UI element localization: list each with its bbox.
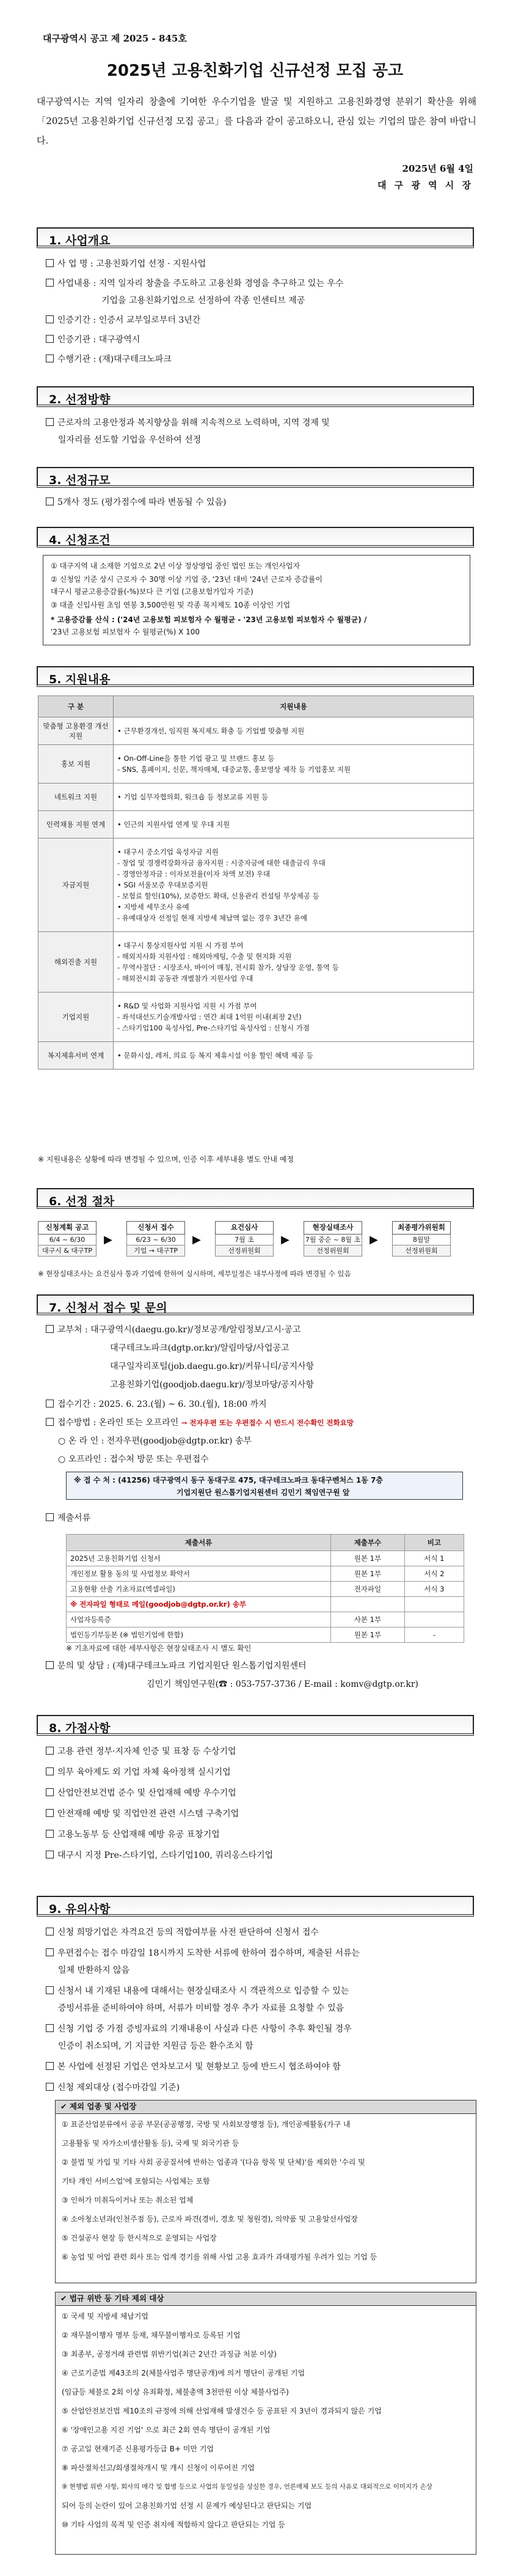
support-table — [38, 695, 474, 1070]
checkbox-square-icon — [46, 2083, 54, 2091]
s7-offline: ○ 오프라인 : 접수처 방문 또는 우편접수 — [58, 1455, 209, 1464]
bonus-item — [46, 1805, 239, 1822]
step-owner: 기업 → 대구TP — [126, 1246, 185, 1257]
section-1-title: 1. 사업개요 — [49, 234, 111, 248]
caution-item-text: 신청 제외대상 (접수마감일 기준) — [57, 2083, 180, 2093]
contact-text: 문의 및 상담 : (재)대구테크노파크 기업지원단 원스톱기업지원센터 — [57, 1661, 307, 1671]
step-owner: 대구시 & 대구TP — [38, 1246, 97, 1257]
process-step — [215, 1221, 274, 1257]
s1-item-text: 인증기관 : 대구광역시 — [57, 335, 140, 345]
checkbox-square-icon — [46, 2024, 54, 2032]
checkbox-square-icon — [46, 1986, 54, 1994]
doc-cell: 원본 1부 — [331, 1566, 405, 1582]
checkbox-square-icon — [46, 1661, 54, 1669]
caution-item — [46, 1945, 360, 1962]
exclusion-line: ⑥ '장애인고용 지진 기업' 으로 최근 2회 연속 명단이 공개된 기업 — [62, 2426, 271, 2434]
caution-item-text: 신청 기업 중 가점 증빙자료의 기재내용이 사실과 다른 사항이 추후 확인될 경우 — [57, 2024, 352, 2034]
table-row — [38, 932, 474, 993]
arrow-right-icon: ▶ — [281, 1233, 290, 1246]
bonus-item-text: 의무 육아제도 외 기업 자체 육아정책 실시기업 — [57, 1767, 231, 1777]
section-8-header — [37, 1715, 474, 1736]
category-cell: 복지제휴서비 연계 — [38, 1042, 114, 1070]
content-cell — [114, 932, 474, 993]
s1-item-text: 인증기간 : 인증서 교부일로부터 3년간 — [57, 315, 201, 325]
content-line: - 좌석대선도기술개발사업 : 연간 최대 1억원 이내(최장 2년) — [117, 1013, 302, 1021]
step-date: 6/4 ~ 6/30 — [38, 1235, 97, 1246]
content-line: - 스타기업100 육성사업, Pre-스타기업 육성사업 : 신청시 가점 — [117, 1024, 310, 1032]
step-title: 최종평가위원회 — [392, 1221, 451, 1235]
caution-item — [46, 2079, 180, 2096]
category-cell: 해외진출 지원 — [38, 932, 114, 993]
column-header: 지원내용 — [114, 696, 474, 717]
arrow-right-icon: ▶ — [192, 1233, 201, 1246]
table-row — [38, 1042, 474, 1070]
checkbox-square-icon — [46, 354, 54, 362]
step-title: 신청계획 공고 — [38, 1221, 97, 1235]
table-header-row — [38, 696, 474, 717]
checkbox-square-icon — [46, 1513, 54, 1521]
content-line: - SNS, 홈페이지, 신문, 책자매체, 대중교통, 홍보영상 제작 등 기업홍보 지원 — [117, 765, 351, 774]
bonus-item — [46, 1743, 236, 1760]
s7-item — [46, 1396, 267, 1413]
checkbox-square-icon — [46, 259, 54, 267]
bonus-item — [46, 1826, 220, 1843]
exclusion-line: ③ 인허가 미취득이거나 또는 취소된 업체 — [62, 2196, 194, 2204]
bonus-item-text: 대구시 지정 Pre-스타기업, 스타기업100, 쿼리옹스타기업 — [57, 1851, 274, 1860]
content-line: • 대구시 중소기업 육성자금 지원 — [117, 848, 219, 856]
column-header: 구 분 — [38, 696, 114, 717]
checkbox-square-icon — [46, 418, 54, 426]
content-line: • 문화시설, 레저, 의료 등 복지 제휴시설 이용 할인 혜택 제공 등 — [117, 1051, 313, 1060]
s2-item — [46, 414, 330, 431]
doc-cell — [331, 1597, 405, 1612]
notice-number: 대구광역시 공고 제 2025 - 845호 — [43, 33, 187, 44]
column-header: 제출서류 — [67, 1535, 331, 1551]
column-header: 비고 — [404, 1535, 464, 1551]
s3-item — [46, 494, 226, 511]
exclusion-line: ⑧ 파산절차선고/회생절차개시 및 개시 신청이 이루어진 기업 — [62, 2464, 255, 2472]
bonus-item-text: 안전재해 예방 및 직업안전 관련 시스템 구축기업 — [57, 1809, 239, 1819]
step-date: 7월 중순 ~ 8월 초 — [304, 1235, 362, 1246]
section-6-title: 6. 선정 절차 — [49, 1195, 115, 1208]
exclusion-line: 되어 등의 논란이 있어 고용친화기업 선정 시 문제가 예상된다고 판단되는 기업 — [62, 2501, 312, 2510]
exclusion-line: ⑩ 기타 사업의 목적 및 인증 취지에 적합하지 않다고 판단되는 기업 등 — [62, 2520, 285, 2529]
docs-note: ※ 기초자료에 대한 세부사항은 현장실태조사 시 별도 확인 — [66, 1644, 252, 1653]
table-header-row — [67, 1535, 464, 1551]
bonus-item-text: 산업안전보건법 준수 및 산업재해 예방 우수기업 — [57, 1788, 236, 1798]
step-owner: 선정위원회 — [304, 1246, 362, 1257]
contact-person: 김민기 책임연구원(☎ : 053-757-3736 / E-mail : komv@dgtp.or.kr) — [147, 1679, 419, 1689]
table-row — [38, 811, 474, 838]
content-cell — [114, 1042, 474, 1070]
exclusion-line: ⑥ 농업 및 어업 관련 회사 또는 업계 경기를 위해 사업 고용 효과가 과대평가될 우려가 있는 기업 등 — [62, 2253, 377, 2261]
section-2-header — [37, 386, 474, 407]
s1-item — [46, 331, 140, 348]
section-3-header — [37, 467, 474, 488]
section-3-title: 3. 선정규모 — [49, 474, 111, 487]
process-flow — [38, 1221, 474, 1258]
doc-cell — [404, 1612, 464, 1627]
s1-item — [46, 351, 172, 368]
s7-item — [46, 1414, 354, 1431]
checkbox-square-icon — [46, 279, 54, 287]
section-7-title: 7. 신청서 접수 및 문의 — [49, 1301, 167, 1315]
s7-item-text: 교부처 : 대구광역시(daegu.go.kr)/정보공개/알림정보/고시·공고 — [57, 1325, 301, 1335]
exclusion-line: (임금등 체불로 2회 이상 유죄확정, 체불총액 3천만원 이상 체불사업주) — [62, 2388, 289, 2396]
s1-item-continued: 기업을 고용친화기업으로 선정하여 각종 인센티브 제공 — [101, 296, 305, 306]
exclusion-line: ② 불법 및 가입 및 기타 사회 공공질서에 반하는 업종과 '(다음 항목 및 단체)'를 제외한 '수리 및 — [62, 2158, 365, 2167]
content-line: • 인근의 지원사업 연계 및 우대 지원 — [117, 820, 230, 829]
bonus-item — [46, 1785, 236, 1802]
caution-item — [46, 2020, 352, 2038]
intro-paragraph: 대구광역시는 지역 일자리 창출에 기여한 우수기업을 발굴 및 지원하고 고용친화경영 분위기 확산을 위해 「2025년 고용친화기업 신규선정 모집 공고」를 다음과 같이 공고하오니, 관심 있는 기업의 많은 참여 바랍니다. — [37, 96, 476, 146]
s7-item-continued: 대구테크노파크(dgtp.or.kr)/알림마당/사업공고 — [110, 1343, 290, 1353]
checkbox-square-icon — [46, 1851, 54, 1859]
s7-item-text: 접수방법 : 온라인 또는 오프라인 — [57, 1418, 179, 1428]
section-1-header — [37, 227, 474, 248]
doc-cell: 고용현황 산출 기초자료(엑셀파일) — [67, 1582, 331, 1597]
category-cell: 자금지원 — [38, 838, 114, 932]
checkbox-square-icon — [46, 1747, 54, 1755]
table-row — [67, 1551, 464, 1566]
content-cell — [114, 838, 474, 932]
content-line: • 지방세 세무조사 유예 — [117, 903, 189, 911]
table-row — [67, 1612, 464, 1627]
exclusion-line: ⑨ 현행법 위반 사항, 회사의 매각 및 합병 등으로 사업의 동일성을 상실한 경우, 언론매체 보도 등의 사유로 대외적으로 이미지가 손상 — [62, 2483, 432, 2490]
checkbox-square-icon — [46, 1809, 54, 1817]
category-cell: 맞춤형 고용환경 개선지원 — [38, 717, 114, 745]
exclusion-line: ⑤ 건설공사 현장 등 한시적으로 운영되는 사업장 — [62, 2234, 217, 2242]
exclusion-line: 기타 개인 서비스업'에 포함되는 사업체는 포함 — [62, 2177, 210, 2185]
caution-item-text: 신청서 내 기재된 내용에 대해서는 현장실태조사 시 객관적으로 입증할 수 있는 — [57, 1986, 349, 1996]
content-line: - 해외지사화 지원사업 : 해외마케팅, 수출 및 현지화 지원 — [117, 952, 292, 961]
bonus-item-text: 고용 관련 정부·지자체 인증 및 표창 등 수상기업 — [57, 1747, 236, 1756]
excluded-violations-box — [55, 2292, 476, 2555]
caution-item-text: 우편접수는 접수 마감일 18시까지 도착한 서류에 한하여 접수하며, 제출된 서류는 — [57, 1948, 360, 1958]
content-line: - 창업 및 경쟁력강화자금 융자지원 : 시중자금에 대한 대출금리 우대 — [117, 859, 326, 867]
column-header: 제출부수 — [331, 1535, 405, 1551]
eligibility-line: 대구시 평균고용증감률(-%)보다 큰 기업 (고용보험가입자 기준) — [51, 587, 253, 596]
table-row — [38, 838, 474, 932]
section-4-header — [37, 527, 474, 548]
doc-cell: 서식 2 — [404, 1566, 464, 1582]
s7-item — [46, 1321, 301, 1338]
exclusion-line: ⑤ 산업안전보건법 제10조의 규정에 의해 산업재해 발생건수 등 공표된 지 3년이 경과되지 않은 기업 — [62, 2407, 382, 2415]
eligibility-line: ① 대구지역 내 소재한 기업으로 2년 이상 정상영업 중인 법인 또는 개인사업자 — [51, 562, 301, 570]
doc-cell: 원본 1부 — [331, 1551, 405, 1566]
content-cell — [114, 745, 474, 783]
doc-cell: ※ 전자파일 형태로 메일(goodjob@dgtp.or.kr) 송부 — [67, 1597, 331, 1612]
process-step — [126, 1221, 185, 1257]
doc-cell: 전자파일 — [331, 1582, 405, 1597]
doc-cell: 사업자등록증 — [67, 1612, 331, 1627]
contact — [46, 1657, 307, 1675]
s7-item-continued: 고용친화기업(goodjob.daegu.kr)/정보마당/공지사항 — [110, 1380, 314, 1390]
checkbox-square-icon — [46, 2062, 54, 2070]
content-line: • 기업 실무자협의회, 워크숍 등 정보교류 지원 등 — [117, 793, 269, 801]
caution-item — [46, 2058, 341, 2075]
section-2-title: 2. 선정방향 — [49, 393, 111, 406]
page-title: 2025년 고용친화기업 신규선정 모집 공고 — [106, 62, 404, 80]
section-5-title: 5. 지원내용 — [49, 673, 111, 686]
caution-item — [46, 1983, 349, 2000]
content-line: • On-Off-Line을 통한 기업 광고 및 브랜드 홍보 등 — [117, 754, 275, 763]
checkbox-square-icon — [46, 497, 54, 505]
s7-warning: → 전자우편 또는 우편접수 시 반드시 전수확인 전화요망 — [181, 1418, 354, 1427]
process-step — [38, 1221, 97, 1257]
eligibility-line: ③ 대졸 신입사원 초임 연봉 3,500만원 및 각종 복지제도 10종 이상인 기업 — [51, 601, 291, 609]
content-line: - 해외전시회 공동관 개별참가 지원사업 우대 — [117, 974, 253, 983]
checkbox-square-icon — [46, 1418, 54, 1426]
doc-cell: 개인정보 활용 동의 및 사업정보 확약서 — [67, 1566, 331, 1582]
exclusion-line: ③ 최종부, 공정거래 관련법 위반기업(최근 2년간 과징금 처분 이상) — [62, 2350, 277, 2358]
doc-cell — [404, 1597, 464, 1612]
arrow-right-icon: ▶ — [104, 1233, 112, 1246]
caution-item — [46, 1924, 319, 1941]
doc-cell: 법인등기부등본 (※ 법인기업에 한함) — [67, 1627, 331, 1643]
step-owner: 선정위원회 — [215, 1246, 274, 1257]
docs-label-text: 제출서류 — [57, 1513, 91, 1523]
s2-item-text: 근로자의 고용안정과 복지향상을 위해 지속적으로 노력하며, 지역 경제 및 — [57, 418, 330, 428]
caution-item-continued: 증빙서류를 준비하여야 하며, 서류가 미비할 경우 추가 자료를 요청할 수 있음 — [58, 2003, 344, 2013]
category-cell: 홍보 지원 — [38, 745, 114, 783]
content-line: - 경영안정자금 : 이자보전율(이자 차액 보전) 우대 — [117, 870, 270, 878]
table-row — [38, 993, 474, 1042]
address-line: 기업지원단 원스톱기업지원센터 김민기 책임연구원 앞 — [177, 1488, 350, 1497]
section-6-header — [37, 1188, 474, 1209]
notice-date: 2025년 6월 4일 — [402, 163, 473, 174]
docs-table — [66, 1534, 464, 1643]
content-cell — [114, 811, 474, 838]
arrow-right-icon: ▶ — [370, 1233, 378, 1246]
category-cell: 네트워크 지원 — [38, 783, 114, 811]
checkbox-square-icon — [46, 1788, 54, 1796]
section-9-header — [37, 1896, 474, 1917]
step-date: 8월말 — [392, 1235, 451, 1246]
address-box — [66, 1472, 463, 1500]
s1-item-text: 사업내용 : 지역 일자리 창출을 주도하고 고용친화 경영을 추구하고 있는 우수 — [57, 279, 344, 288]
content-cell — [114, 993, 474, 1042]
bonus-item-text: 고용노동부 등 산업재해 예방 유공 표창기업 — [57, 1830, 220, 1840]
content-line: • 대구시 통상지원사업 지원 시 가점 부여 — [117, 941, 244, 950]
address-line: ※ 접 수 처 : (41256) 대구광역시 동구 동대구로 475, 대구테크노파크 동대구벤처스 1동 7층 — [74, 1476, 383, 1484]
excluded-violations-title: ✔ 법규 위반 등 기타 제외 대상 — [56, 2292, 476, 2306]
content-line: - 유예대상자 선정일 현재 지방세 체납액 없는 경우 3년간 유예 — [117, 914, 307, 922]
exclusion-line: ④ 근로기준법 제43조의 2(체불사업주 명단공개)에 의거 명단이 공개된 기업 — [62, 2369, 305, 2377]
step-title: 신청서 접수 — [126, 1221, 185, 1235]
exclusion-line: ① 표준산업분류에서 공공 부문(공공행정, 국방 및 사회보장행정 등), 개인공제활동(가구 내 — [62, 2120, 351, 2129]
eligibility-box — [43, 555, 470, 645]
category-cell: 기업지원 — [38, 993, 114, 1042]
excluded-industries-box — [55, 2100, 476, 2283]
s7-online-text: ○ 온 라 인 : 전자우편(goodjob@dgtp.or.kr) 송부 — [58, 1436, 252, 1446]
section-5-header — [37, 666, 474, 687]
section-7-header — [37, 1294, 474, 1315]
exclusion-line: 고용활동 및 자가소비생산활동 등), 국제 및 외국기관 등 — [62, 2139, 239, 2148]
step-date: 6/23 ~ 6/30 — [126, 1235, 185, 1246]
step-date: 7월 초 — [215, 1235, 274, 1246]
content-line: • R&D 및 사업화 지원사업 지원 시 가점 부여 — [117, 1002, 257, 1010]
caution-item-text: 본 사업에 선정된 기업은 연차보고서 및 현황보고 등에 반드시 협조하여야 함 — [57, 2062, 341, 2072]
doc-cell: 2025년 고용친화기업 신청서 — [67, 1551, 331, 1566]
section-8-title: 8. 가점사항 — [49, 1722, 111, 1735]
process-note: ※ 현장실태조사는 요건심사 통과 기업에 한하여 실시하며, 세부일정은 내부사정에 따라 변경될 수 있음 — [38, 1269, 351, 1278]
table-row — [67, 1582, 464, 1597]
doc-cell: 서식 1 — [404, 1551, 464, 1566]
checkbox-square-icon — [46, 1928, 54, 1936]
checkbox-square-icon — [46, 1400, 54, 1407]
caution-item-continued: 일체 반환하지 않음 — [58, 1965, 130, 1975]
table-row — [38, 745, 474, 783]
table-row — [67, 1627, 464, 1643]
exclusion-line: ① 국세 및 지방세 체납기업 — [62, 2312, 148, 2321]
checkbox-square-icon — [46, 1948, 54, 1956]
s7-item-continued: 대구일자리포털(job.daegu.go.kr)/커뮤니티/공지사항 — [110, 1362, 315, 1371]
support-note: ※ 지원내용은 상황에 따라 변경될 수 있으며, 인증 이후 세부내용 별도 안내 예정 — [38, 1155, 294, 1164]
exclusion-line: ② 재무불이행자 명부 등재, 채무불이행자로 등록된 기업 — [62, 2331, 241, 2339]
s1-item-text: 수행기관 : (재)대구테크노파크 — [57, 354, 172, 364]
s1-item — [46, 312, 200, 329]
bonus-item — [46, 1764, 231, 1781]
eligibility-line: ② 신청일 기준 상시 근로자 수 30명 이상 기업 중, '23년 대비 '24년 근로자 증감률이 — [51, 575, 322, 584]
checkbox-square-icon — [46, 335, 54, 343]
table-row — [67, 1566, 464, 1582]
content-cell — [114, 783, 474, 811]
s1-item-text: 사 업 명 : 고용친화기업 선정 · 지원사업 — [57, 259, 206, 269]
checkbox-square-icon — [46, 1830, 54, 1838]
doc-cell: 사본 1부 — [331, 1612, 405, 1627]
doc-cell: 서식 3 — [404, 1582, 464, 1597]
exclusion-line: ④ 소아청소년과(인천주점 등), 근로자 파견(경비, 경호 및 청원경), 의약품 및 고용알선사업장 — [62, 2215, 358, 2223]
process-step — [392, 1221, 451, 1257]
content-line: - 보험료 할인(10%), 보증한도 확대, 신용관리 컨설팅 무상제공 등 — [117, 892, 319, 900]
checkbox-square-icon — [46, 1325, 54, 1333]
s7-item-text: 접수기간 : 2025. 6. 23.(월) ~ 6. 30.(월), 18:00 까지 — [57, 1400, 267, 1409]
section-4-title: 4. 신청조건 — [49, 534, 111, 547]
exclusion-line: ⑦ 공고일 현재기준 신용평가등급 B+ 미만 기업 — [62, 2445, 214, 2453]
s1-item — [46, 255, 206, 273]
caution-item-continued: 인증이 취소되며, 기 지급한 지원금 등은 환수조치 함 — [58, 2041, 253, 2051]
formula-line: * 고용증감률 산식 : ('24년 고용보험 피보험자 수 월평균 - '23년 고용보험 피보험자 수 월평균) / — [51, 615, 367, 624]
table-row — [67, 1597, 464, 1612]
s1-item — [46, 275, 343, 292]
step-title: 요건심사 — [215, 1221, 274, 1235]
s3-item-text: 5개사 정도 (평가점수에 따라 변동될 수 있음) — [57, 497, 227, 507]
category-cell: 인력채용 지원 연계 — [38, 811, 114, 838]
bonus-item — [46, 1847, 273, 1864]
doc-cell: 원본 1부 — [331, 1627, 405, 1643]
content-line: • 근무환경개선, 임직원 복지제도 확충 등 기업별 맞춤형 지원 — [117, 727, 305, 735]
issuer: 대 구 광 역 시 장 — [377, 180, 473, 191]
doc-cell: - — [404, 1627, 464, 1643]
caution-item-text: 신청 희망기업은 자격요건 등의 적합여부를 사전 판단하여 신청서 접수 — [57, 1928, 319, 1937]
checkbox-square-icon — [46, 1767, 54, 1775]
excluded-industries-title: ✔ 제외 업종 및 사업장 — [56, 2101, 476, 2114]
table-row — [38, 717, 474, 745]
s7-online — [58, 1433, 252, 1450]
content-line: • SGI 서울보증 우대보증지원 — [117, 881, 208, 889]
content-line: - 무역사절단 : 시장조사, 바이어 매칭, 전시회 참가, 상담장 운영, 통역 등 — [117, 963, 339, 972]
table-row — [38, 783, 474, 811]
process-step — [304, 1221, 362, 1257]
content-cell — [114, 717, 474, 745]
s2-item-continued: 일자리를 선도할 기업을 우선하여 선정 — [58, 435, 202, 445]
step-owner: 선정위원회 — [392, 1246, 451, 1257]
section-9-title: 9. 유의사항 — [49, 1903, 111, 1916]
docs-label — [46, 1510, 90, 1527]
step-title: 현장실태조사 — [304, 1221, 362, 1235]
formula-line: '23년 고용보험 피보험자 수 월평균(%) X 100 — [51, 628, 200, 636]
checkbox-square-icon — [46, 315, 54, 323]
